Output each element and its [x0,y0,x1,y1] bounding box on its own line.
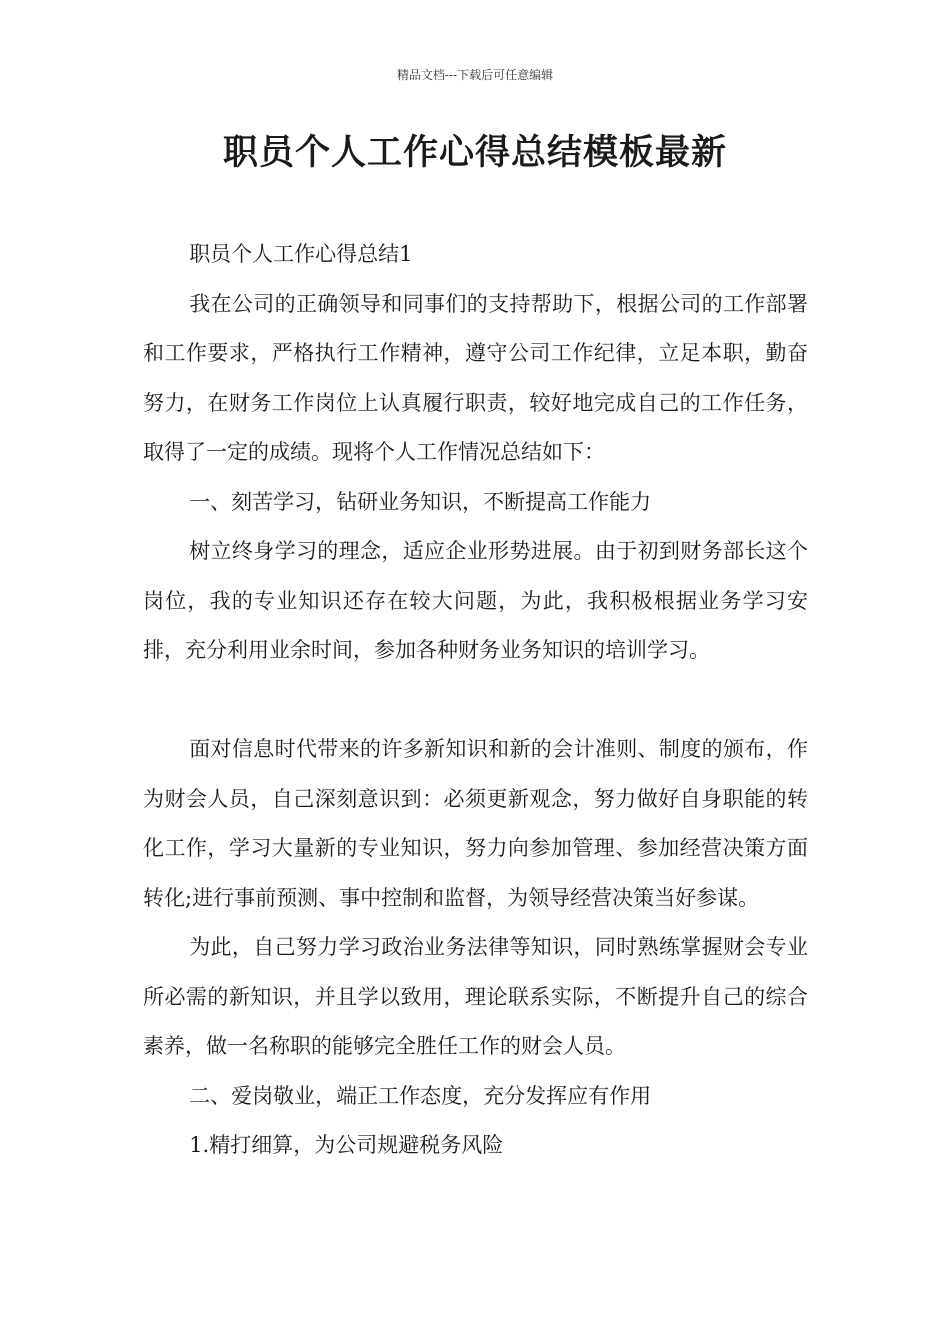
section-heading-1: 一、刻苦学习，钻研业务知识，不断提高工作能力 [189,489,652,514]
document-title: 职员个人工作心得总结模板最新 [222,133,727,173]
paragraph-information-age: 面对信息时代带来的许多新知识和新的会计准则、制度的颁布，作为财会人员，自己深刻意识到：必须更新观念，努力做好自身职能的转化工作，学习大量新的专业知识，努力向参加管理、参加经营决策方面转化;进行事前预测、事中控制和监督，为领导经营决策当好参谋。 [143,737,808,910]
paragraph-learning: 树立终身学习的理念，适应企业形势进展。由于初到财务部长这个岗位，我的专业知识还存在较大问题，为此，我积极根据业务学习安排，充分利用业余时间，参加各种财务业务知识的培训学习。 [143,539,808,662]
document-body [143,230,808,1171]
section-heading-2: 二、爱岗敬业，端正工作态度，充分发挥应有作用 [189,1083,652,1108]
section-subtitle: 职员个人工作心得总结1 [189,242,413,266]
blank-line [143,676,808,726]
paragraph-self-improvement: 为此，自己努力学习政治业务法律等知识，同时熟练掌握财会专业所必需的新知识，并且学以致用，理论联系实际，不断提升自己的综合素养，做一名称职的能够完全胜任工作的财会人员。 [143,935,808,1058]
header-note: 精品文档---下载后可任意编辑 [396,68,554,82]
paragraph-intro: 我在公司的正确领导和同事们的支持帮助下，根据公司的工作部署和工作要求，严格执行工作精神，遵守公司工作纪律，立足本职，勤奋努力，在财务工作岗位上认真履行职责，较好地完成自己的工作任务，取得了一定的成绩。现将个人工作情况总结如下： [143,291,808,464]
numbered-item-1: 1.精打细算，为公司规避税务风险 [189,1133,504,1157]
